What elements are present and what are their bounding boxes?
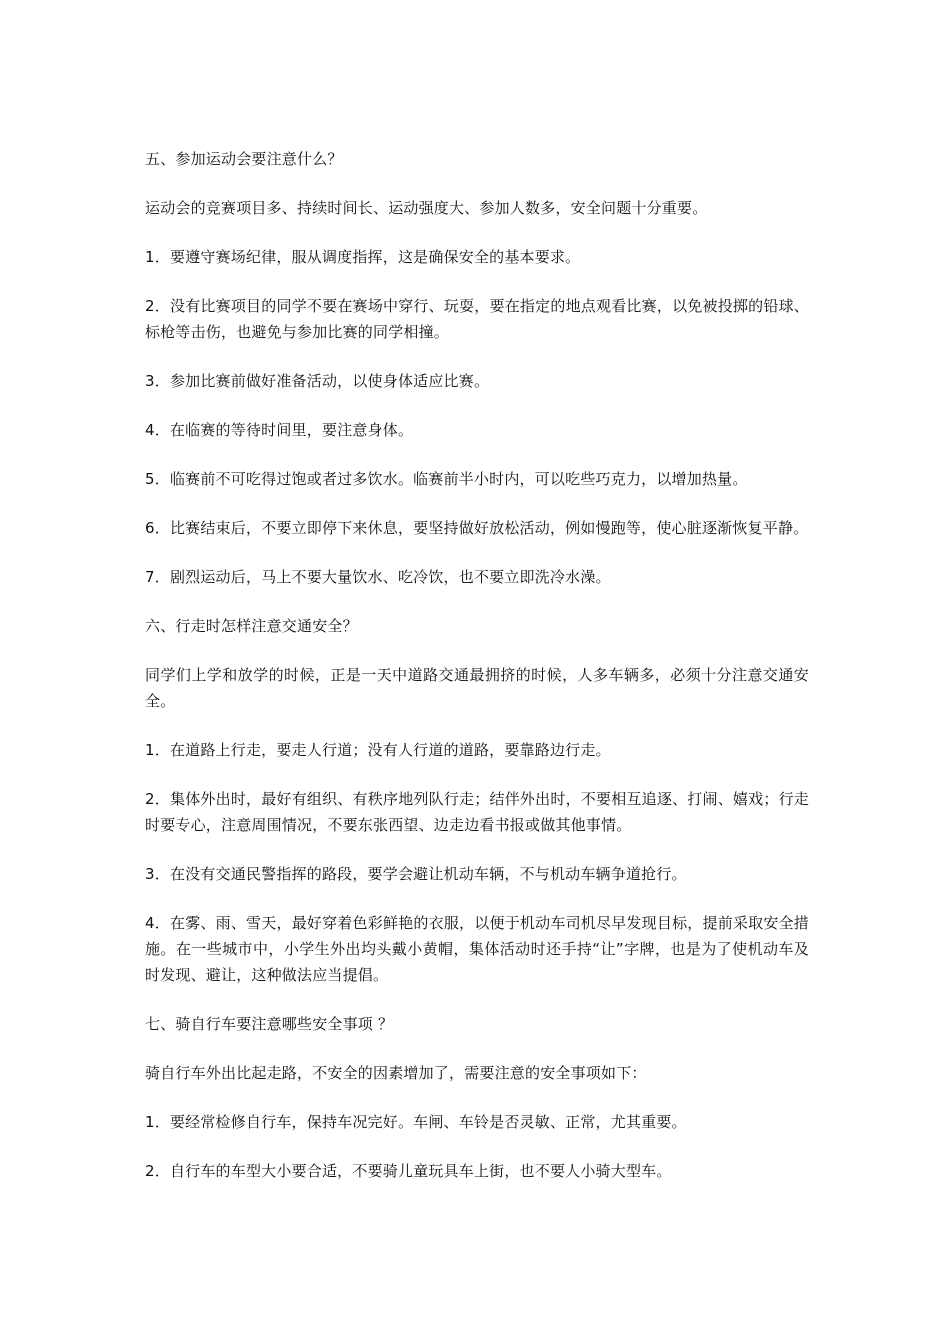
paragraph: 骑自行车外出比起走路，不安全的因素增加了，需要注意的安全事项如下：: [145, 1064, 647, 1082]
list-item: 1．要遵守赛场纪律，服从调度指挥，这是确保安全的基本要求。: [145, 248, 581, 266]
section-heading-sports-meet: 五、参加运动会要注意什么？: [145, 150, 343, 168]
list-item: 2．自行车的车型大小要合适，不要骑儿童玩具车上街，也不要人小骑大型车。: [145, 1162, 672, 1180]
list-item: 5．临赛前不可吃得过饱或者过多饮水。临赛前半小时内，可以吃些巧克力，以增加热量。: [145, 470, 748, 488]
list-item: 3．参加比赛前做好准备活动，以使身体适应比赛。: [145, 372, 490, 390]
section-heading-walking-safety: 六、行走时怎样注意交通安全？: [145, 617, 358, 635]
list-item: 3．在没有交通民警指挥的路段，要学会避让机动车辆，不与机动车辆争道抢行。: [145, 865, 687, 883]
section-heading-cycling-safety: 七、骑自行车要注意哪些安全事项 ？: [145, 1015, 394, 1033]
list-item: 2．没有比赛项目的同学不要在赛场中穿行、玩耍，要在指定的地点观看比赛，以免被投掷的铅球、标枪等击伤，也避免与参加比赛的同学相撞。: [145, 297, 809, 341]
paragraph: 同学们上学和放学的时候，正是一天中道路交通最拥挤的时候，人多车辆多，必须十分注意交通安全。: [145, 666, 809, 710]
paragraph: 运动会的竞赛项目多、持续时间长、运动强度大、参加人数多，安全问题十分重要。: [145, 199, 708, 217]
list-item: 1．要经常检修自行车，保持车况完好。车闸、车铃是否灵敏、正常，尤其重要。: [145, 1113, 687, 1131]
list-item: 1．在道路上行走，要走人行道；没有人行道的道路，要靠路边行走。: [145, 741, 611, 759]
document-body: [145, 146, 809, 1207]
list-item: 6．比赛结束后，不要立即停下来休息，要坚持做好放松活动，例如慢跑等，使心脏逐渐恢复平静。: [145, 519, 809, 537]
list-item: 7．剧烈运动后，马上不要大量饮水、吃冷饮，也不要立即洗冷水澡。: [145, 568, 611, 586]
list-item: 4．在临赛的等待时间里，要注意身体。: [145, 421, 414, 439]
list-item: 2．集体外出时，最好有组织、有秩序地列队行走；结伴外出时，不要相互追逐、打闹、嬉戏；行走时要专心，注意周围情况，不要东张西望、边走边看书报或做其他事情。: [145, 790, 809, 834]
list-item: 4．在雾、雨、雪天，最好穿着色彩鲜艳的衣服，以便于机动车司机尽早发现目标，提前采取安全措施。在一些城市中，小学生外出均头戴小黄帽，集体活动时还手持“让”字牌，也是为了使机动车及时发现、避让，这种做法应当提倡。: [145, 914, 809, 984]
